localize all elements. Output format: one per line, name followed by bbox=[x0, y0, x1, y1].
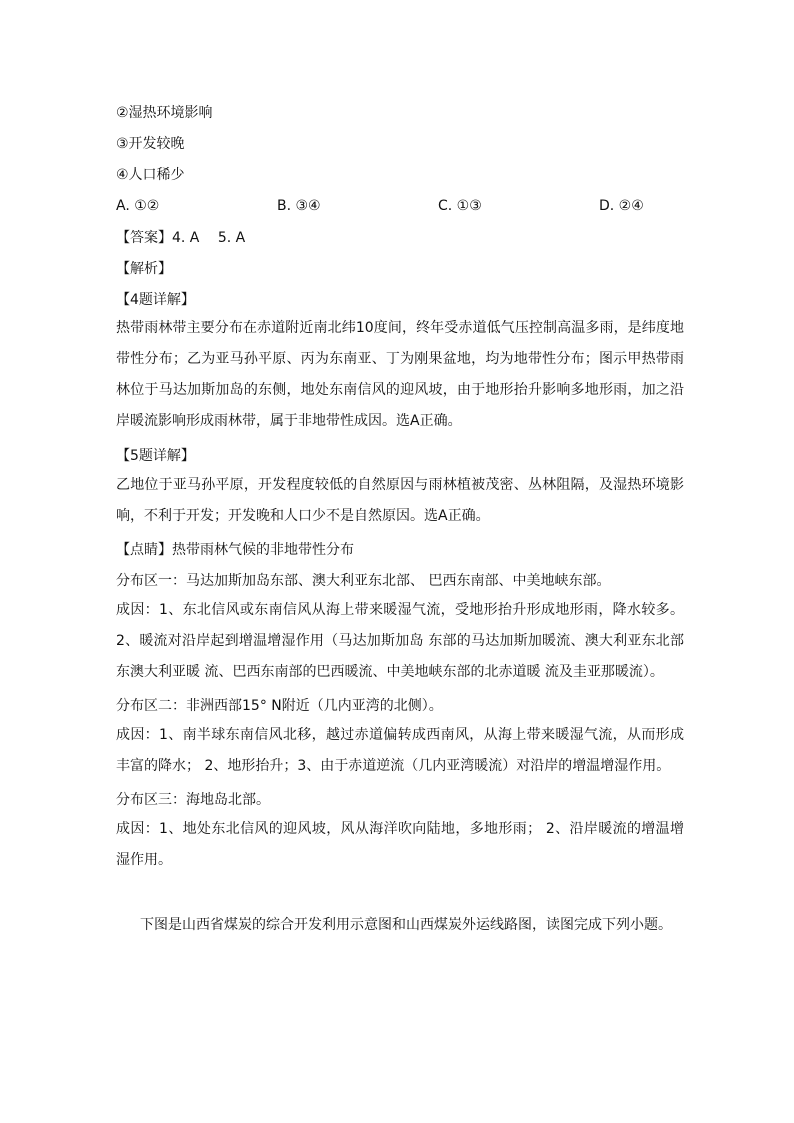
q5-heading: 【5题详解】 bbox=[116, 448, 195, 464]
cause-1: 成因：1、东北信风或东南信风从海上带来暖湿气流，受地形抬升形成地形雨，降水较多。 2、暖流对沿岸起到增温增湿作用（马达加斯加岛 东部的马达加斯加暖流、澳大利亚东北部东澳大利亚暖 流、巴西东南部的巴西暖流、中美地峡东部的北赤道暖 流及圭亚那暖流）。 bbox=[116, 602, 684, 680]
region-1: 分布区一：马达加斯加岛东部、澳大利亚东北部、 巴西东南部、中美地峡东部。 bbox=[116, 573, 611, 589]
analysis-heading: 【解析】 bbox=[116, 261, 172, 277]
q5-body: 乙地位于亚马孙平原，开发程度较低的自然原因与雨林植被茂密、丛林阻隔，及湿热环境影响，不利于开发；开发晚和人口少不是自然原因。选A正确。 bbox=[116, 477, 684, 524]
cause-3: 成因：1、地处东北信风的迎风坡，风从海洋吹向陆地，多地形雨； 2、沿岸暖流的增温增湿作用。 bbox=[116, 821, 684, 868]
next-question-intro: 下图是山西省煤炭的综合开发利用示意图和山西煤炭外运线路图，读图完成下列小题。 bbox=[140, 917, 672, 933]
region-3: 分布区三：海地岛北部。 bbox=[116, 792, 270, 808]
tips-heading: 【点睛】热带雨林气候的非地带性分布 bbox=[116, 542, 354, 558]
item-3: ③开发较晚 bbox=[116, 136, 185, 152]
cause-2: 成因：1、南半球东南信风北移，越过赤道偏转成西南风，从海上带来暖湿气流，从而形成丰富的降水； 2、地形抬升；3、由于赤道逆流（几内亚湾暖流）对沿岸的增温增湿作用。 bbox=[116, 727, 684, 774]
option-b: B. ③④ bbox=[277, 198, 321, 214]
option-a: A. ①② bbox=[116, 198, 160, 214]
item-2: ②湿热环境影响 bbox=[116, 105, 213, 121]
q4-heading: 【4题详解】 bbox=[116, 292, 195, 308]
answer-line: 【答案】4. A 5. A bbox=[116, 230, 246, 246]
region-2: 分布区二：非洲西部15° N附近（几内亚湾的北侧）。 bbox=[116, 698, 443, 714]
item-4: ④人口稀少 bbox=[116, 167, 185, 183]
option-c: C. ①③ bbox=[438, 198, 482, 214]
option-d: D. ②④ bbox=[599, 198, 644, 214]
q4-body: 热带雨林带主要分布在赤道附近南北纬10度间，终年受赤道低气压控制高温多雨，是纬度地带性分布；乙为亚马孙平原、丙为东南亚、丁为刚果盆地，均为地带性分布；图示甲热带雨林位于马达加斯加岛的东侧，地处东南信风的迎风坡，由于地形抬升影响多地形雨，加之沿岸暖流影响形成雨林带，属于非地带性成因。选A正确。 bbox=[116, 320, 684, 429]
